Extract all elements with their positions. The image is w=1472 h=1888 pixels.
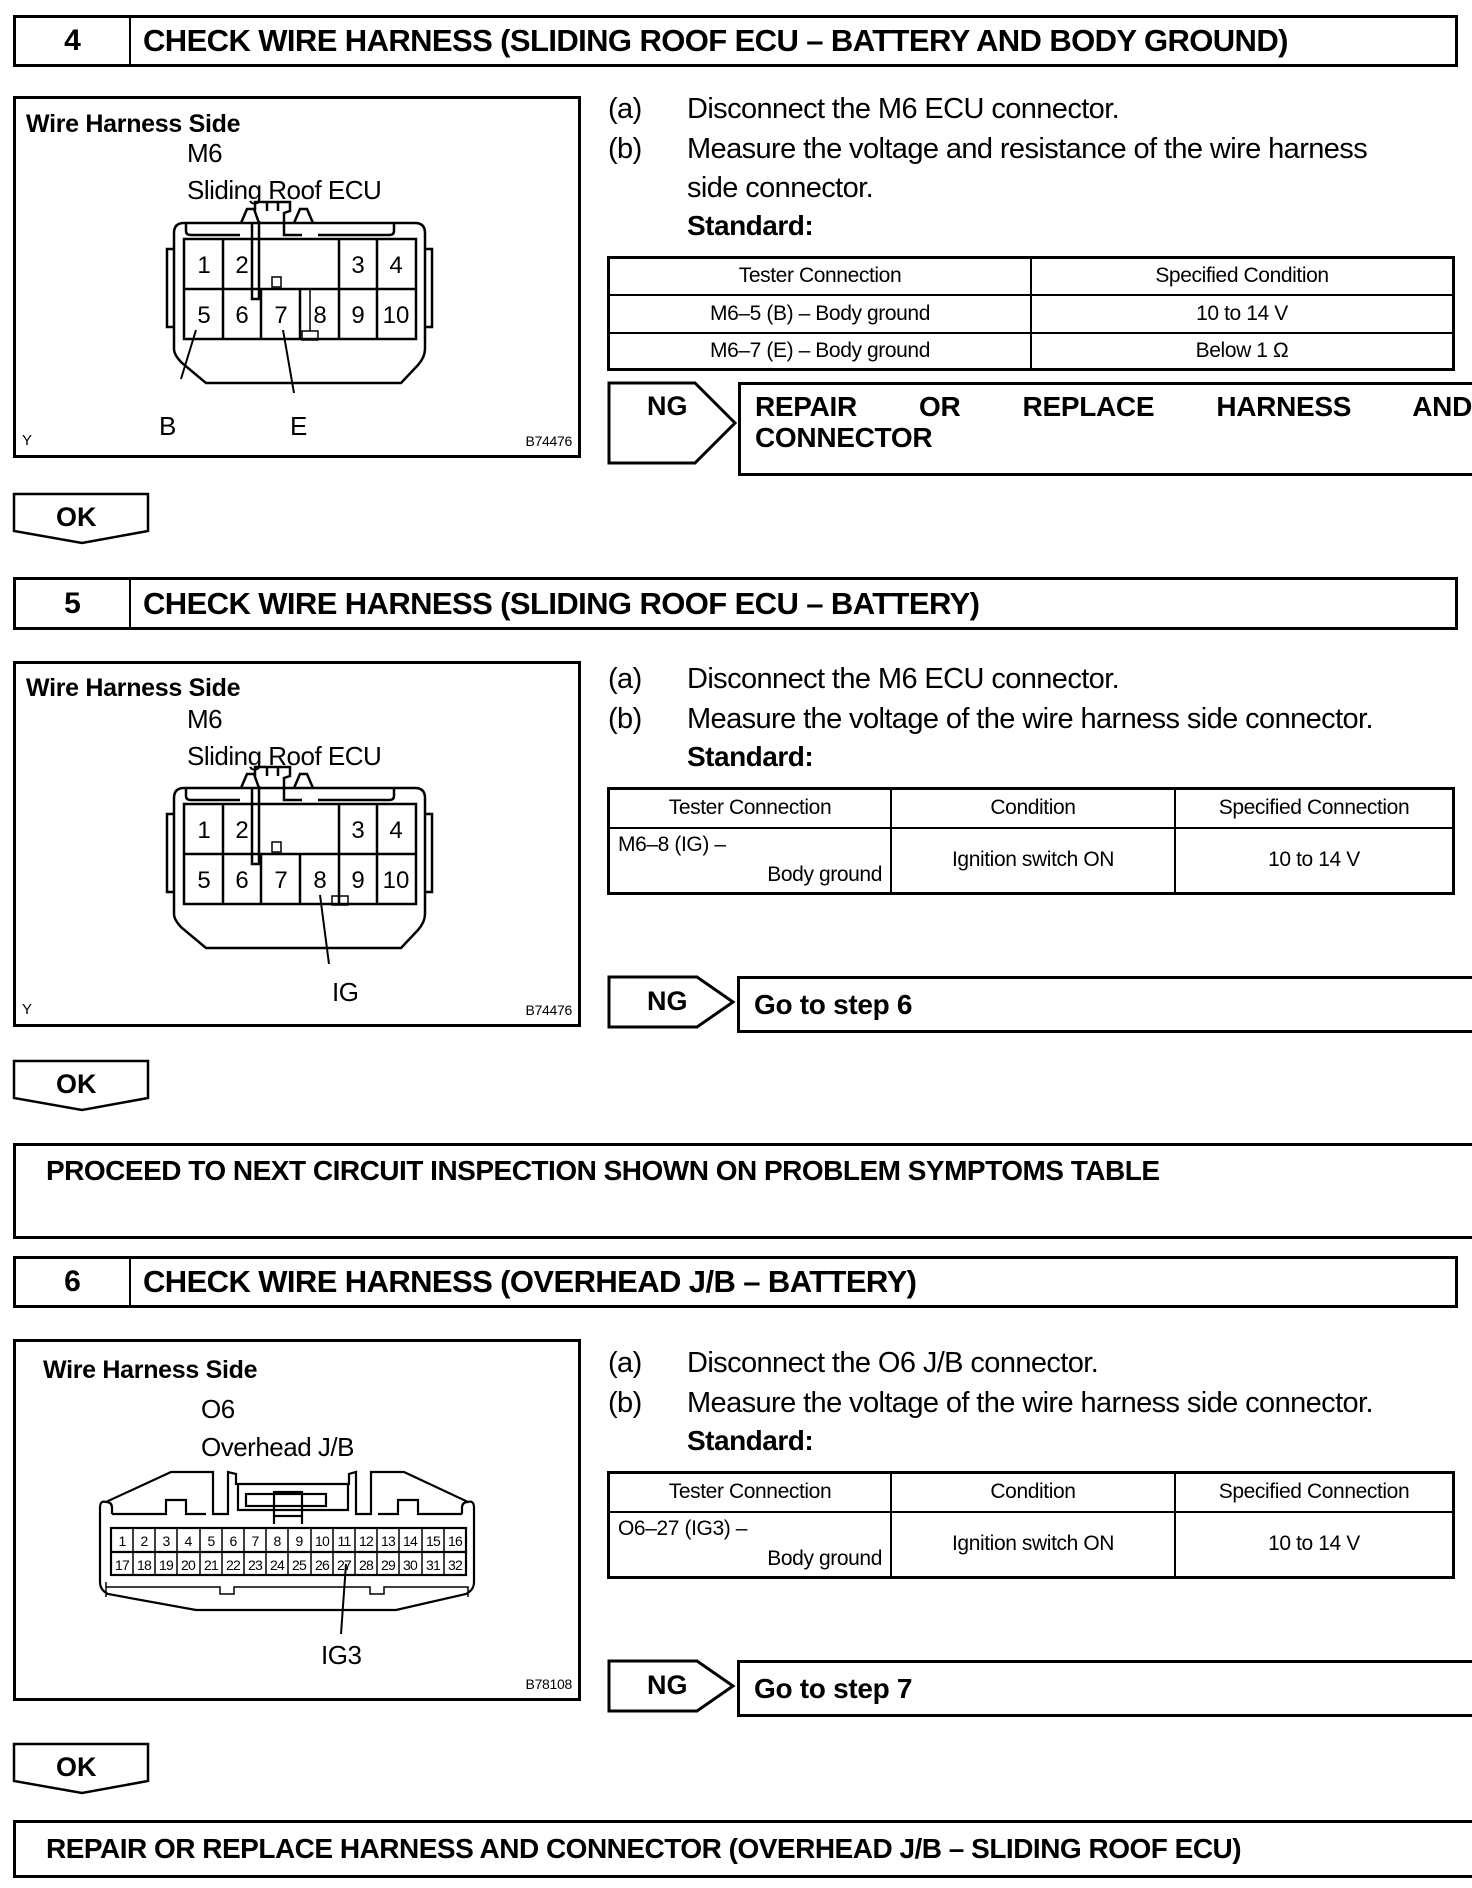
diagram-heading: Wire Harness Side xyxy=(43,1356,258,1384)
svg-text:10: 10 xyxy=(315,1533,329,1549)
svg-text:12: 12 xyxy=(359,1533,373,1549)
svg-text:4: 4 xyxy=(389,252,403,279)
svg-text:1: 1 xyxy=(118,1533,126,1549)
step-title: CHECK WIRE HARNESS (SLIDING ROOF ECU – BATTERY AND BODY GROUND) xyxy=(143,23,1288,58)
svg-text:10: 10 xyxy=(382,867,410,894)
svg-text:24: 24 xyxy=(270,1557,284,1573)
ng-label: NG xyxy=(647,391,688,421)
svg-text:1: 1 xyxy=(197,252,211,279)
svg-text:3: 3 xyxy=(162,1533,170,1549)
svg-text:19: 19 xyxy=(159,1557,173,1573)
table-row: M6–5 (B) – Body ground 10 to 14 V xyxy=(609,295,1454,333)
ok-label: OK xyxy=(56,1752,97,1782)
figure-code: B74476 xyxy=(525,433,572,449)
svg-text:6: 6 xyxy=(229,1533,237,1549)
svg-text:2: 2 xyxy=(235,817,249,844)
ng-label: NG xyxy=(647,986,688,1016)
standard-label: Standard: xyxy=(687,1425,814,1456)
svg-text:4: 4 xyxy=(184,1533,192,1549)
o6-connector-icon xyxy=(16,1342,584,1704)
table-row: O6–27 (IG3) – Body ground Ignition switch ON 10 to 14 V xyxy=(609,1512,1454,1578)
svg-text:8: 8 xyxy=(313,867,327,894)
standard-label: Standard: xyxy=(687,741,814,772)
svg-text:14: 14 xyxy=(403,1533,417,1549)
ng-action-box[interactable] xyxy=(737,1660,1472,1717)
svg-text:1: 1 xyxy=(197,817,211,844)
diagram-heading: Wire Harness Side xyxy=(26,674,241,702)
svg-text:7: 7 xyxy=(274,867,288,894)
svg-text:16: 16 xyxy=(448,1533,462,1549)
connector-id: M6 xyxy=(187,704,223,734)
step-6-spec-table xyxy=(607,1471,1455,1579)
figure-code: B74476 xyxy=(525,1002,572,1018)
step-number: 6 xyxy=(16,1259,131,1305)
svg-text:4: 4 xyxy=(389,817,403,844)
figure-code: B78108 xyxy=(525,1676,572,1692)
ng-action-text: Go to step 6 xyxy=(754,988,913,1020)
table-header: Condition xyxy=(891,1473,1175,1512)
svg-text:9: 9 xyxy=(295,1533,303,1549)
svg-text:6: 6 xyxy=(235,302,249,329)
svg-text:5: 5 xyxy=(197,867,211,894)
table-header: Tester Connection xyxy=(609,789,892,828)
svg-text:3: 3 xyxy=(351,252,365,279)
svg-text:15: 15 xyxy=(426,1533,440,1549)
svg-text:11: 11 xyxy=(337,1533,351,1549)
table-row: M6–7 (E) – Body ground Below 1 Ω xyxy=(609,333,1454,370)
final-action-box[interactable] xyxy=(13,1820,1472,1878)
step-4-diagram xyxy=(13,96,581,458)
svg-text:32: 32 xyxy=(448,1557,462,1573)
svg-text:13: 13 xyxy=(381,1533,395,1549)
connector-id: O6 xyxy=(201,1394,235,1424)
step-title: CHECK WIRE HARNESS (SLIDING ROOF ECU – BATTERY) xyxy=(143,585,980,621)
proceed-box[interactable] xyxy=(13,1143,1472,1239)
component-name: Sliding Roof ECU xyxy=(187,175,382,205)
svg-text:27: 27 xyxy=(337,1557,351,1573)
m6-connector-icon xyxy=(16,664,584,1030)
ng-action-box[interactable] xyxy=(738,382,1472,476)
table-header: Tester Connection xyxy=(609,258,1032,295)
svg-text:3: 3 xyxy=(351,817,365,844)
svg-text:30: 30 xyxy=(403,1557,417,1573)
callout-ig: IG xyxy=(332,977,359,1007)
ok-label: OK xyxy=(56,1069,97,1099)
step-6-header xyxy=(13,1256,1458,1308)
step-5-header xyxy=(13,577,1458,630)
component-name: Sliding Roof ECU xyxy=(187,741,382,771)
table-header: Tester Connection xyxy=(609,1473,892,1512)
svg-text:17: 17 xyxy=(115,1557,129,1573)
step-5-diagram xyxy=(13,661,581,1027)
svg-text:5: 5 xyxy=(197,302,211,329)
step-4-header xyxy=(13,15,1458,67)
diagram-heading: Wire Harness Side xyxy=(26,110,241,138)
step-6-diagram xyxy=(13,1339,581,1701)
svg-text:31: 31 xyxy=(426,1557,440,1573)
table-header: Specified Connection xyxy=(1175,1473,1454,1512)
svg-text:7: 7 xyxy=(274,302,288,329)
step-4-spec-table xyxy=(607,256,1455,371)
step-5-spec-table xyxy=(607,787,1455,895)
svg-text:28: 28 xyxy=(359,1557,373,1573)
svg-text:25: 25 xyxy=(292,1557,306,1573)
svg-text:8: 8 xyxy=(313,302,327,329)
corner-letter: Y xyxy=(22,432,33,449)
callout-ig3: IG3 xyxy=(321,1640,362,1670)
ok-label: OK xyxy=(56,502,97,532)
ng-action-text: Go to step 7 xyxy=(754,1672,913,1704)
ng-action-box[interactable] xyxy=(737,976,1472,1033)
final-action-text: REPAIR OR REPLACE HARNESS AND CONNECTOR (OVERHEAD J/B – SLIDING ROOF ECU) xyxy=(46,1833,1242,1864)
ng-action-line1: REPAIR OR REPLACE HARNESS AND xyxy=(755,391,1472,422)
svg-text:26: 26 xyxy=(315,1557,329,1573)
table-header: Specified Connection xyxy=(1175,789,1454,828)
svg-text:23: 23 xyxy=(248,1557,262,1573)
svg-text:5: 5 xyxy=(207,1533,215,1549)
proceed-text: PROCEED TO NEXT CIRCUIT INSPECTION SHOWN ON PROBLEM SYMPTOMS TABLE xyxy=(46,1155,1160,1186)
svg-text:22: 22 xyxy=(226,1557,240,1573)
svg-text:2: 2 xyxy=(235,252,249,279)
callout-b: B xyxy=(159,411,176,441)
table-header: Condition xyxy=(891,789,1175,828)
step-number: 4 xyxy=(16,18,131,64)
svg-text:7: 7 xyxy=(251,1533,259,1549)
callout-e: E xyxy=(290,411,307,441)
component-name: Overhead J/B xyxy=(201,1432,354,1462)
m6-connector-icon xyxy=(16,99,584,461)
ng-label: NG xyxy=(647,1670,688,1700)
connector-id: M6 xyxy=(187,138,223,168)
ng-action-line2: CONNECTOR xyxy=(755,422,933,453)
step-number: 5 xyxy=(16,580,131,627)
standard-label: Standard: xyxy=(687,210,814,241)
svg-text:2: 2 xyxy=(140,1533,148,1549)
svg-text:6: 6 xyxy=(235,867,249,894)
svg-text:20: 20 xyxy=(181,1557,195,1573)
corner-letter: Y xyxy=(22,1001,33,1018)
step-title: CHECK WIRE HARNESS (OVERHEAD J/B – BATTERY) xyxy=(143,1264,917,1299)
table-row: M6–8 (IG) – Body ground Ignition switch ON 10 to 14 V xyxy=(609,828,1454,894)
svg-text:18: 18 xyxy=(137,1557,151,1573)
svg-text:9: 9 xyxy=(351,867,365,894)
svg-text:29: 29 xyxy=(381,1557,395,1573)
svg-text:8: 8 xyxy=(273,1533,281,1549)
svg-text:21: 21 xyxy=(204,1557,218,1573)
svg-text:9: 9 xyxy=(351,302,365,329)
table-header: Specified Condition xyxy=(1031,258,1454,295)
svg-text:10: 10 xyxy=(382,302,410,329)
